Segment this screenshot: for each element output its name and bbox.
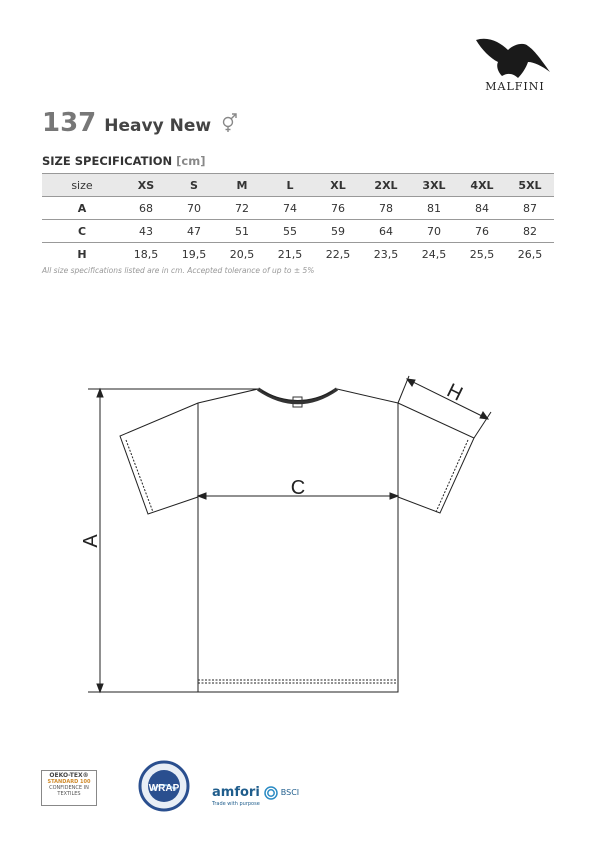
table-header-row [42,174,554,197]
table-cell: 18,5 [133,247,159,261]
table-row [42,220,554,243]
table-cell: 81 [410,197,458,220]
size-xl: XL [314,174,362,197]
label-c: C [290,477,306,499]
header-size-label: size [42,174,122,197]
label-a: A [80,534,102,548]
size-3xl: 3XL [410,174,458,197]
table-row [42,243,554,266]
table-cell: 47 [170,220,218,243]
table-cell: 84 [458,197,506,220]
tolerance-note: All size specifications listed are in cm. Accepted tolerance of up to ± 5% [42,266,315,275]
table-cell: 82 [506,220,554,243]
unisex-icon [219,113,239,133]
amfori-ring-icon [264,786,278,800]
size-m: M [218,174,266,197]
spec-title: SIZE SPECIFICATION [cm] [42,154,206,168]
table-cell: 43 [122,220,170,243]
row-label-a: A [42,197,122,220]
table-cell: 21,5 [277,247,303,261]
size-l: L [266,174,314,197]
amfori-tagline: Trade with purpose [212,801,260,807]
model-number: 137 [42,108,97,138]
table-cell: 68 [122,197,170,220]
brand-name: MALFINI [485,80,545,93]
table-cell: 70 [410,220,458,243]
table-cell: 87 [506,197,554,220]
label-h: H [443,379,466,406]
product-title [42,108,239,140]
table-row [42,197,554,220]
row-label-c: C [42,220,122,243]
table-cell: 76 [458,220,506,243]
size-4xl: 4XL [458,174,506,197]
tshirt-outline [120,389,474,692]
table-cell: 64 [362,220,410,243]
table-cell: 26,5 [517,247,543,261]
wrap-seal-icon [138,760,190,812]
dimension-h [398,376,491,438]
table-cell: 70 [170,197,218,220]
table-cell: 76 [314,197,362,220]
table-cell: 59 [314,220,362,243]
table-cell: 78 [362,197,410,220]
size-xs: XS [122,174,170,197]
model-name: Heavy New [104,116,212,136]
size-s: S [170,174,218,197]
svg-text:WRAP: WRAP [148,783,180,794]
table-cell: 22,5 [325,247,351,261]
table-cell: 23,5 [373,247,399,261]
size-5xl: 5XL [506,174,554,197]
row-label-h: H [77,247,87,261]
oeko-tex-badge: OEKO-TEX® STANDARD 100 CONFIDENCE IN TEXTILES [41,770,97,806]
size-table [42,173,554,265]
table-cell: 72 [218,197,266,220]
table-cell: 20,5 [229,247,255,261]
spec-unit: [cm] [176,154,206,168]
tshirt-diagram [0,360,595,705]
amfori-logo: amfori BSCI [212,785,300,800]
table-cell: 24,5 [421,247,447,261]
table-cell: 51 [218,220,266,243]
size-2xl: 2XL [362,174,410,197]
table-cell: 25,5 [469,247,495,261]
table-cell: 55 [266,220,314,243]
table-cell: 19,5 [181,247,207,261]
dimension-a [88,389,258,692]
table-cell: 74 [266,197,314,220]
